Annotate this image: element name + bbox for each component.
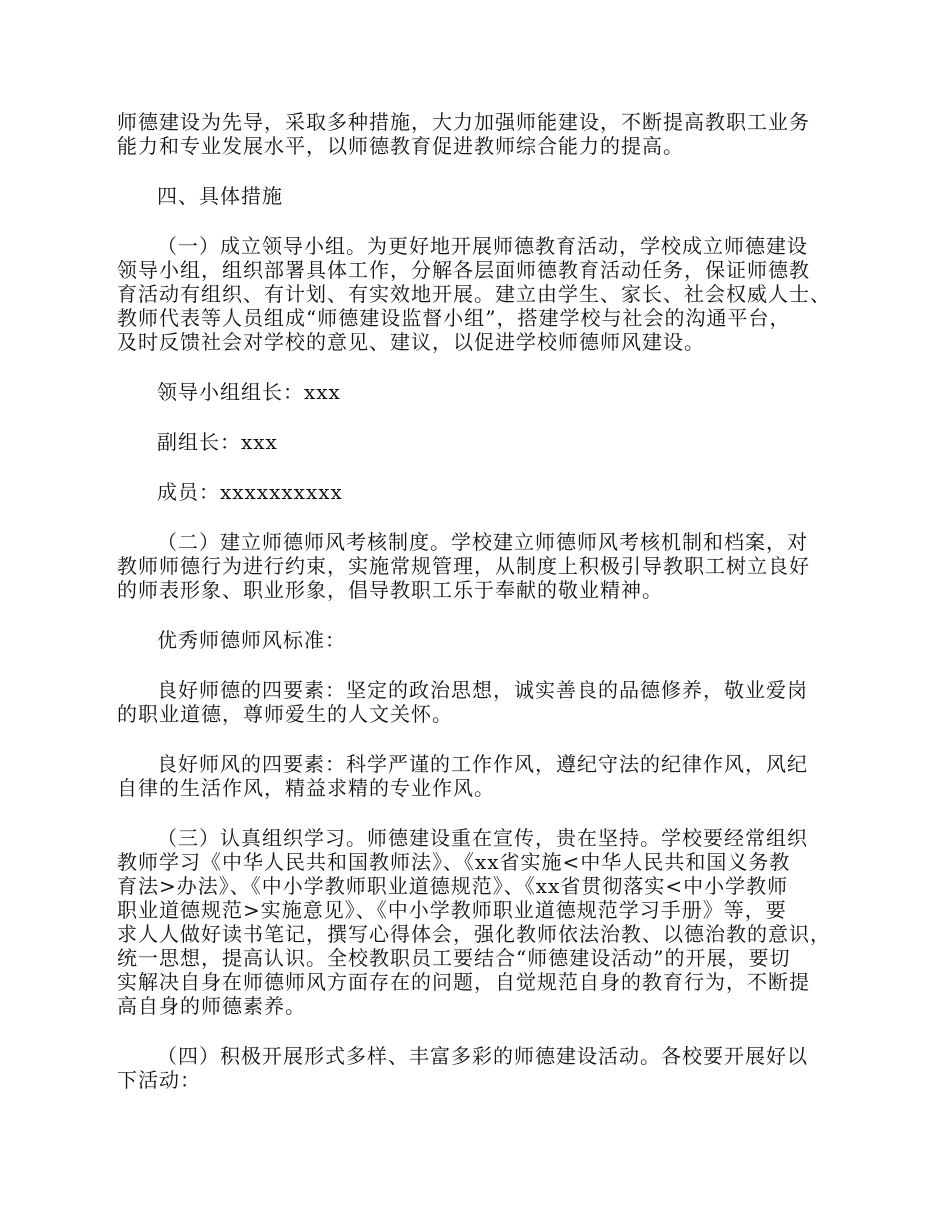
paragraph-group-leader bbox=[117, 380, 837, 404]
paragraph-leadership-group bbox=[117, 234, 837, 354]
text-line: 良好师德的四要素：坚定的政治思想，诚实善良的品德修养，敬业爱岗 bbox=[157, 678, 808, 702]
heading-text: 四、具体措施 bbox=[157, 184, 283, 208]
text-line: 教师代表等人员组成“师德建设监督小组”，搭建学校与社会的沟通平台， bbox=[117, 306, 791, 330]
text-line: 的师表形象、职业形象，倡导教职工乐于奉献的敬业精神。 bbox=[117, 578, 663, 602]
text-line: 求人人做好读书笔记，撰写心得体会，强化教师依法治教、以德治教的意识， bbox=[117, 922, 831, 946]
text-line: 下活动： bbox=[117, 1068, 201, 1092]
paragraph-ethics-elements bbox=[117, 678, 837, 726]
paragraph-members bbox=[117, 480, 837, 504]
paragraph-intro-continuation bbox=[117, 110, 837, 158]
text-line: 副组长：xxx bbox=[157, 430, 278, 454]
paragraph-organize-study bbox=[117, 826, 837, 1018]
paragraph-style-elements bbox=[117, 752, 837, 800]
text-line: 自律的生活作风，精益求精的专业作风。 bbox=[117, 776, 495, 800]
text-line: 领导小组，组织部署具体工作，分解各层面师德教育活动任务，保证师德教 bbox=[117, 258, 810, 282]
text-line: （四）积极开展形式多样、丰富多彩的师德建设活动。各校要开展好以 bbox=[157, 1044, 808, 1068]
text-line: （二）建立师德师风考核制度。学校建立师德师风考核机制和档案，对 bbox=[157, 530, 808, 554]
text-line: （一）成立领导小组。为更好地开展师德教育活动，学校成立师德建设 bbox=[157, 234, 808, 258]
text-line: 优秀师德师风标准： bbox=[157, 628, 346, 652]
text-line: 教师学习《中华人民共和国教师法》、《xx省实施<中华人民共和国义务教 bbox=[117, 850, 791, 874]
document-body bbox=[117, 110, 837, 1118]
paragraph-excellence-standard bbox=[117, 628, 837, 652]
text-line: 育活动有组织、有计划、有实效地开展。建立由学生、家长、社会权威人士、 bbox=[117, 282, 831, 306]
text-line: 师德建设为先导，采取多种措施，大力加强师能建设，不断提高教职工业务 bbox=[117, 110, 810, 134]
text-line: 的职业道德，尊师爱生的人文关怀。 bbox=[117, 702, 453, 726]
text-line: 统一思想，提高认识。全校教职员工要结合“师德建设活动”的开展，要切 bbox=[117, 946, 791, 970]
paragraph-deputy-leader bbox=[117, 430, 837, 454]
text-line: 实解决自身在师德师风方面存在的问题，自觉规范自身的教育行为，不断提 bbox=[117, 970, 810, 994]
text-line: 高自身的师德素养。 bbox=[117, 994, 306, 1018]
paragraph-assessment-system bbox=[117, 530, 837, 602]
text-line: 职业道德规范>实施意见》、《中小学教师职业道德规范学习手册》等，要 bbox=[117, 898, 787, 922]
text-line: 良好师风的四要素：科学严谨的工作作风，遵纪守法的纪律作风，风纪 bbox=[157, 752, 808, 776]
text-line: 成员：xxxxxxxxxx bbox=[157, 480, 343, 504]
text-line: 领导小组组长：xxx bbox=[157, 380, 341, 404]
text-line: 教师师德行为进行约束，实施常规管理，从制度上积极引导教职工树立良好 bbox=[117, 554, 810, 578]
paragraph-activities bbox=[117, 1044, 837, 1092]
text-line: （三）认真组织学习。师德建设重在宣传，贵在坚持。学校要经常组织 bbox=[157, 826, 808, 850]
text-line: 能力和专业发展水平，以师德教育促进教师综合能力的提高。 bbox=[117, 134, 684, 158]
text-line: 及时反馈社会对学校的意见、建议，以促进学校师德师风建设。 bbox=[117, 330, 705, 354]
section-heading-specific-measures bbox=[117, 184, 837, 208]
text-line: 育法>办法》、《中小学教师职业道德规范》、《xx省贯彻落实<中小学教师 bbox=[117, 874, 789, 898]
